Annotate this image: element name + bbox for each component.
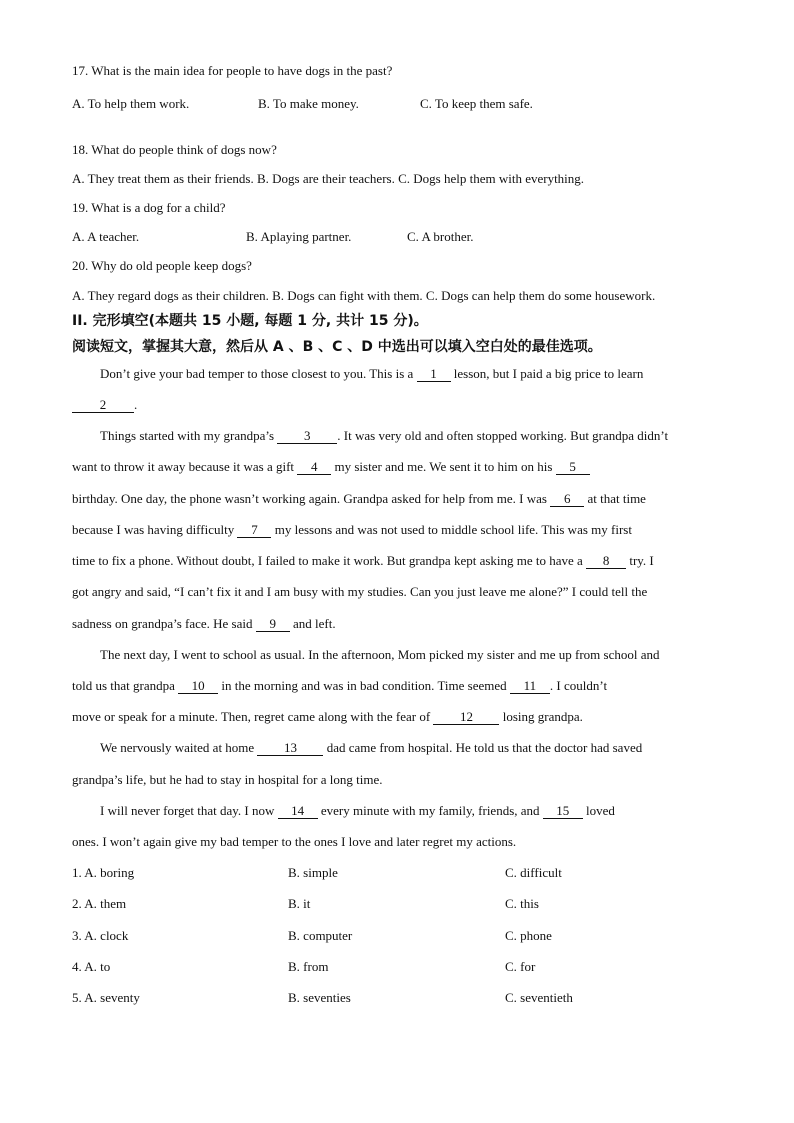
blank-7: 7	[237, 523, 271, 538]
question-18: 18. What do people think of dogs now?	[72, 142, 277, 157]
blank-8: 8	[586, 554, 626, 569]
passage-text: lesson, but I paid a big price to learn	[450, 366, 644, 381]
option-2-c: C. this	[505, 896, 539, 911]
passage-text: at that time	[584, 491, 646, 506]
question-20: 20. Why do old people keep dogs?	[72, 258, 252, 273]
passage-line: The next day, I went to school as usual. In the afternoon, Mom picked my sister and me up from school and	[100, 647, 660, 662]
passage-text: dad came from hospital. He told us that the doctor had saved	[323, 740, 643, 755]
passage-line	[100, 428, 668, 444]
option-4-b: B. from	[288, 959, 329, 974]
passage-text: my lessons and was not used to middle school life. This was my first	[271, 522, 632, 537]
passage-line	[100, 803, 615, 819]
blank-12: 12	[433, 710, 499, 725]
passage-text: move or speak for a minute. Then, regret came along with the fear of	[72, 709, 434, 724]
passage-text: in the morning and was in bad condition. Time seemed	[218, 678, 510, 693]
passage-line	[100, 740, 642, 756]
question-19: 19. What is a dog for a child?	[72, 200, 226, 215]
option-4-c: C. for	[505, 959, 536, 974]
passage-text: losing grandpa.	[499, 709, 583, 724]
passage-text: Things started with my grandpa’s	[100, 428, 278, 443]
option-2-a: 2. A. them	[72, 896, 127, 911]
passage-line: got angry and said, “I can’t fix it and I am busy with my studies. Can you just leave me alone?” I could tell the	[72, 584, 648, 599]
passage-line	[72, 397, 137, 413]
question-19-option-b: B. Aplaying partner.	[246, 229, 352, 244]
option-4-a: 4. A. to	[72, 959, 111, 974]
blank-4: 4	[297, 460, 331, 475]
passage-text: and left.	[289, 616, 336, 631]
passage-text: my sister and me. We sent it to him on his	[331, 459, 556, 474]
option-5-a: 5. A. seventy	[72, 990, 140, 1005]
blank-6: 6	[550, 492, 584, 507]
passage-text: .	[134, 397, 138, 412]
question-17-option-b: B. To make money.	[258, 96, 359, 111]
passage-line	[72, 709, 583, 725]
blank-15: 15	[543, 804, 583, 819]
passage-text: sadness on grandpa’s face. He said	[72, 616, 256, 631]
option-3-b: B. computer	[288, 928, 353, 943]
option-1-c: C. difficult	[505, 865, 562, 880]
question-20-options: A. They regard dogs as their children. B. Dogs can fight with them. C. Dogs can help them do some housework.	[72, 288, 656, 303]
passage-line: ones. I won’t again give my bad temper to the ones I love and later regret my actions.	[72, 834, 517, 849]
option-5-b: B. seventies	[288, 990, 351, 1005]
passage-text: loved	[582, 803, 615, 818]
option-3-a: 3. A. clock	[72, 928, 129, 943]
blank-14: 14	[278, 804, 318, 819]
question-17-option-a: A. To help them work.	[72, 96, 190, 111]
passage-line: grandpa’s life, but he had to stay in hospital for a long time.	[72, 772, 383, 787]
passage-text: try. I	[626, 553, 654, 568]
question-17: 17. What is the main idea for people to have dogs in the past?	[72, 63, 393, 78]
question-17-option-c: C. To keep them safe.	[420, 96, 533, 111]
option-1-b: B. simple	[288, 865, 338, 880]
passage-line	[72, 553, 654, 569]
passage-line	[100, 366, 643, 382]
passage-text: I will never forget that day. I now	[100, 803, 278, 818]
option-1-a: 1. A. boring	[72, 865, 135, 880]
question-19-option-c: C. A brother.	[407, 229, 474, 244]
option-5-c: C. seventieth	[505, 990, 573, 1005]
passage-text: every minute with my family, friends, and	[317, 803, 543, 818]
passage-line	[72, 616, 336, 632]
passage-text: time to fix a phone. Without doubt, I failed to make it work. But grandpa kept asking me to have a	[72, 553, 587, 568]
option-2-b: B. it	[288, 896, 311, 911]
passage-line	[72, 459, 590, 475]
option-3-c: C. phone	[505, 928, 552, 943]
passage-text: . I couldn’t	[549, 678, 608, 693]
passage-text: want to throw it away because it was a gift	[72, 459, 298, 474]
passage-text: birthday. One day, the phone wasn’t working again. Grandpa asked for help from me. I was	[72, 491, 551, 506]
passage-text: told us that grandpa	[72, 678, 179, 693]
passage-line	[72, 678, 607, 694]
blank-10: 10	[178, 679, 218, 694]
section-title: II. 完形填空(本题共 15 小题, 每题 1 分, 共计 15 分)。	[72, 313, 428, 329]
passage-line	[72, 522, 632, 538]
blank-1: 1	[417, 367, 451, 382]
blank-11: 11	[510, 679, 550, 694]
passage-text: because I was having difficulty	[72, 522, 238, 537]
passage-text: We nervously waited at home	[100, 740, 258, 755]
blank-13: 13	[257, 741, 323, 756]
blank-2: 2	[72, 398, 134, 413]
question-19-option-a: A. A teacher.	[72, 229, 140, 244]
passage-line	[72, 491, 646, 507]
blank-3: 3	[277, 429, 337, 444]
passage-text: Don’t give your bad temper to those closest to you. This is a	[100, 366, 417, 381]
question-18-options: A. They treat them as their friends. B. Dogs are their teachers. C. Dogs help them with everything.	[72, 171, 585, 186]
section-instruction: 阅读短文，掌握其大意，然后从 A 、B 、C 、D 中选出可以填入空白处的最佳选项。	[72, 339, 602, 355]
blank-9: 9	[256, 617, 290, 632]
passage-text: . It was very old and often stopped working. But grandpa didn’t	[337, 428, 669, 443]
blank-5: 5	[556, 460, 590, 475]
